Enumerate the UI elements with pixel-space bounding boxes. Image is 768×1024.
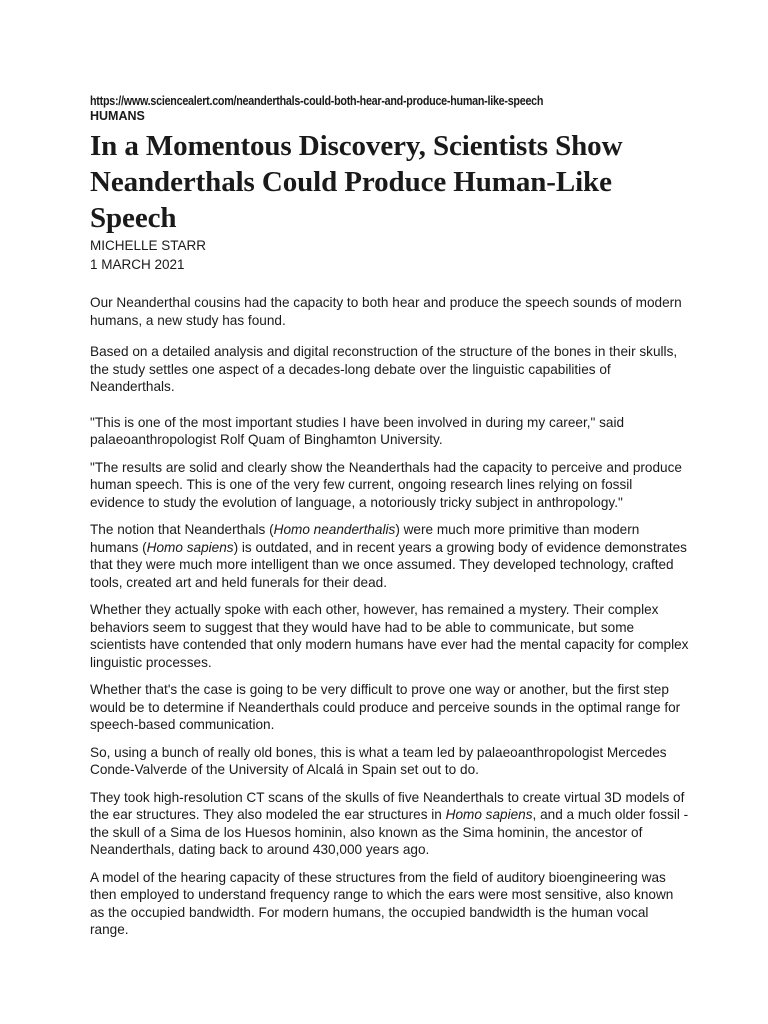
section-label: HUMANS (90, 109, 145, 123)
paragraph-text: , and a much older fossil - the skull of a Sima de los Huesos hominin, also known as the Sima hominin, the ancestor of Neanderthals, dating back to around 430,000 years ago. (90, 807, 689, 857)
paragraph: So, using a bunch of really old bones, this is what a team led by palaeoanthropologist Mercedes Conde-Valverde of the University of Alcalá in Spain set out to do. (90, 744, 667, 777)
paragraph-text: They took high-resolution CT scans of the skulls of five Neanderthals to create virtual 3D models of the ear structures. They also modeled the ear structures in (90, 789, 685, 822)
paragraph (90, 521, 690, 591)
article-title (90, 128, 690, 236)
paragraph: "The results are solid and clearly show the Neanderthals had the capacity to perceive and produce human speech. This is one of the very few current, ongoing research lines relying on fossil evidence to study the evolution of language, a notoriously tricky subject in anthropology." (90, 459, 682, 510)
paragraph: Based on a detailed analysis and digital reconstruction of the structure of the bones in their skulls, the study settles one aspect of a decades-long debate over the linguistic capabilities of Neanderthals. (90, 344, 678, 394)
paragraph: Whether that's the case is going to be very difficult to prove one way or another, but the first step would be to determine if Neanderthals could produce and perceive sounds in the optimal range for speech-based communication. (90, 682, 681, 732)
species-name: Homo sapiens (146, 539, 234, 555)
article-body (90, 294, 690, 939)
paragraph (90, 789, 690, 859)
species-name: Homo neanderthalis (273, 522, 396, 537)
paragraph-text: ) is outdated, and in recent years a growing body of evidence demonstrates that they were much more intelligent than we once assumed. They developed technology, crafted tools, created art and held funerals for their dead. (90, 539, 687, 590)
title-line: In a Momentous Discovery, Scientists Show (90, 130, 623, 162)
author-name: MICHELLE STARR (90, 238, 207, 253)
title-line: Neanderthals Could Produce Human-Like (90, 166, 612, 198)
species-name: Homo sapiens (445, 807, 533, 822)
source-url: https://www.sciencealert.com/neanderthals-could-both-hear-and-produce-human-like-speech (90, 94, 544, 108)
title-line: Speech (90, 202, 177, 234)
paragraph-text: The notion that Neanderthals ( (90, 522, 274, 537)
document-page (90, 94, 690, 949)
paragraph: "This is one of the most important studies I have been involved in during my career," said palaeoanthropologist Rolf Quam of Binghamton University. (90, 414, 625, 447)
paragraph: A model of the hearing capacity of these structures from the field of auditory bioengineering was then employed to understand frequency range to which the ears were most sensitive, also known as the occupied bandwidth. For modern humans, the occupied bandwidth is the human vocal range. (90, 869, 674, 937)
paragraph: Whether they actually spoke with each other, however, has remained a mystery. Their complex behaviors seem to suggest that they would have had to be able to communicate, but some scientists have contended that only modern humans have ever had the mental capacity for complex linguistic processes. (90, 602, 689, 670)
paragraph: Our Neanderthal cousins had the capacity to both hear and produce the speech sounds of modern humans, a new study has found. (90, 295, 682, 328)
publish-date: 1 MARCH 2021 (90, 257, 185, 272)
paragraph-text: ) were much more primitive than modern humans ( (90, 522, 640, 555)
